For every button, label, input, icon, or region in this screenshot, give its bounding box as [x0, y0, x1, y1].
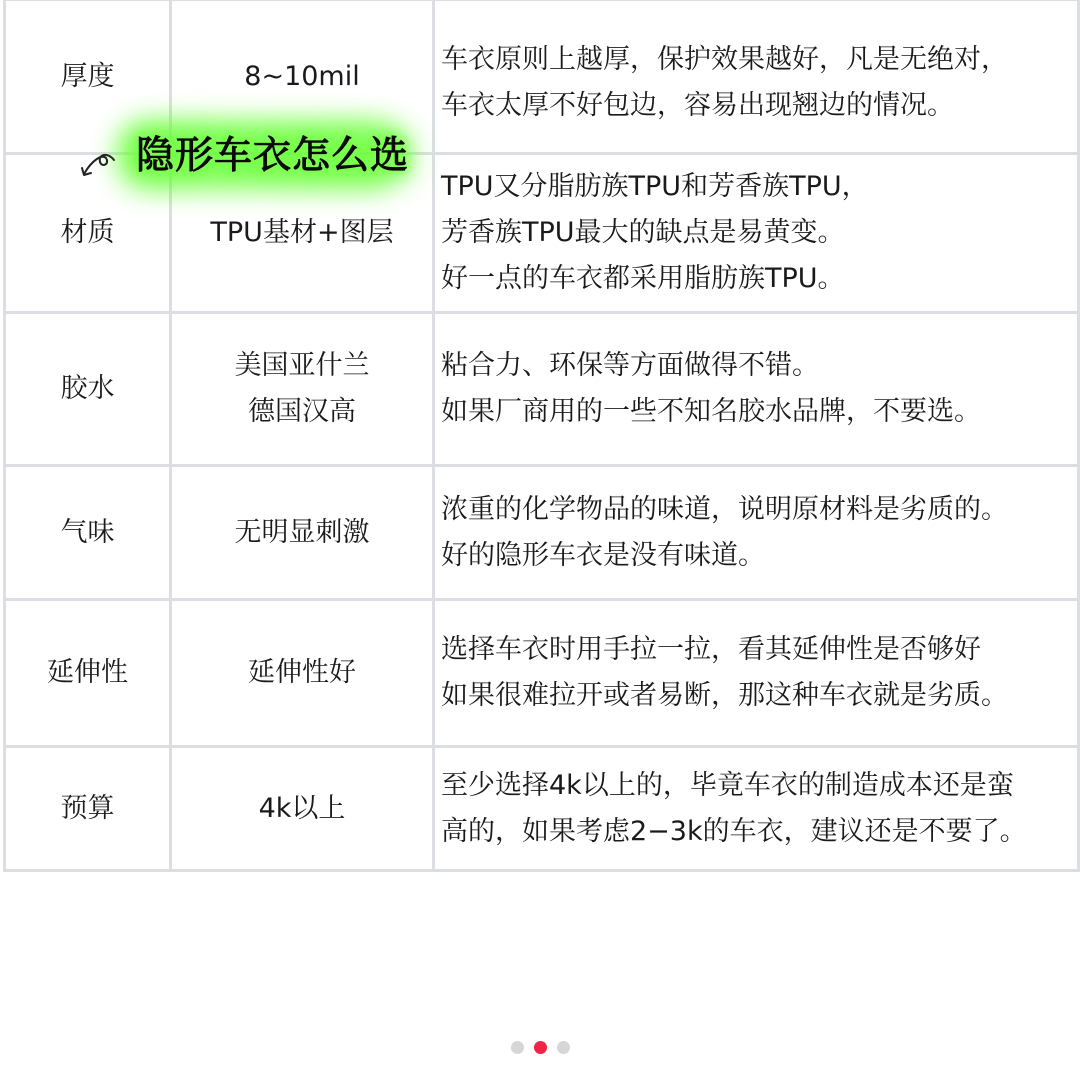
- attribute-label: 预算: [60, 792, 115, 824]
- note-line: 至少选择4k以上的，毕竟车衣的制造成本还是蛮: [441, 769, 1014, 801]
- note-line: 粘合力、环保等方面做得不错。: [441, 350, 819, 381]
- spec-line: 无明显刺激: [234, 516, 370, 548]
- note-cell: [434, 0, 1079, 154]
- note-line: 芳香族TPU最大的缺点是易黄变。: [441, 217, 845, 248]
- attribute-cell: [5, 466, 171, 600]
- curl-arrow-icon: [78, 150, 118, 182]
- overlay-title: 隐形车衣怎么选: [136, 133, 410, 177]
- attribute-label: 气味: [60, 516, 115, 548]
- attribute-label: 延伸性: [47, 657, 128, 688]
- attribute-cell: [5, 747, 171, 871]
- table-row: [5, 600, 1079, 747]
- attribute-label: 厚度: [60, 60, 115, 92]
- spec-cell: [171, 600, 434, 747]
- note-line: 车衣原则上越厚，保护效果越好，凡是无绝对，: [441, 43, 1008, 75]
- note-line: 浓重的化学物品的味道，说明原材料是劣质的。: [441, 493, 1008, 525]
- note-line: 如果很难拉开或者易断，那这种车衣就是劣质。: [441, 680, 1008, 711]
- spec-line: 德国汉高: [248, 396, 356, 427]
- note-line: 好一点的车衣都采用脂肪族TPU。: [441, 263, 845, 294]
- note-line: 选择车衣时用手拉一拉，看其延伸性是否够好: [441, 634, 981, 665]
- note-cell: [434, 466, 1079, 600]
- page-dot[interactable]: [511, 1041, 524, 1054]
- page-dot-active[interactable]: [534, 1041, 547, 1054]
- table-row: [5, 747, 1079, 871]
- note-line: TPU又分脂肪族TPU和芳香族TPU，: [441, 171, 869, 202]
- spec-cell: [171, 466, 434, 600]
- spec-line: 8~10mil: [244, 60, 360, 92]
- table-row: [5, 466, 1079, 600]
- note-cell: [434, 154, 1079, 313]
- spec-line: 延伸性好: [248, 657, 356, 688]
- spec-line: 4k以上: [258, 792, 346, 824]
- attribute-label: 材质: [60, 217, 115, 248]
- note-cell: [434, 747, 1079, 871]
- attribute-cell: [5, 600, 171, 747]
- note-cell: [434, 600, 1079, 747]
- spec-cell: [171, 747, 434, 871]
- note-cell: [434, 313, 1079, 466]
- table-row: [5, 313, 1079, 466]
- spec-cell: [171, 313, 434, 466]
- note-line: 车衣太厚不好包边，容易出现翘边的情况。: [441, 89, 954, 121]
- note-line: 如果厂商用的一些不知名胶水品牌，不要选。: [441, 396, 981, 427]
- note-line: 好的隐形车衣是没有味道。: [441, 539, 765, 571]
- spec-line: TPU基材+图层: [210, 217, 394, 248]
- spec-line: 美国亚什兰: [234, 350, 370, 381]
- attribute-label: 胶水: [60, 373, 115, 404]
- page-dot[interactable]: [557, 1041, 570, 1054]
- page-indicator[interactable]: [0, 1039, 1080, 1055]
- note-line: 高的，如果考虑2−3k的车衣，建议还是不要了。: [441, 815, 1027, 847]
- attribute-cell: [5, 313, 171, 466]
